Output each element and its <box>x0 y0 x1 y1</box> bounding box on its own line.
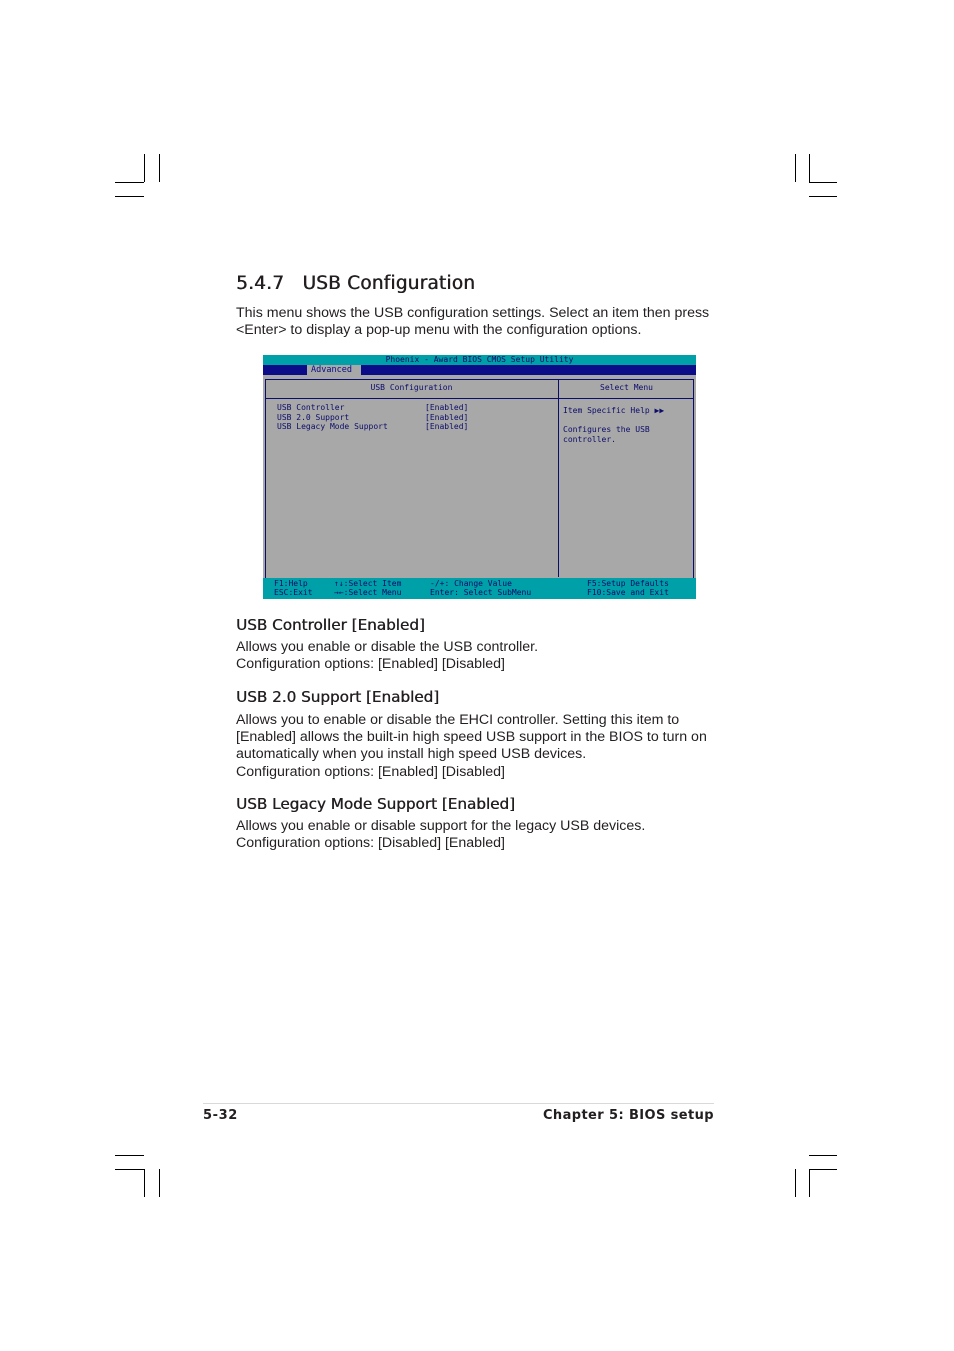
key-change-value: -/+: Change Value <box>430 579 512 588</box>
crop-mark <box>809 1169 837 1170</box>
key-esc-exit: ESC:Exit <box>274 588 313 597</box>
chapter-title: Chapter 5: BIOS setup <box>542 1108 714 1123</box>
bios-item-usb-legacy[interactable] <box>277 422 468 432</box>
item-value[interactable]: [Enabled] <box>425 403 469 412</box>
item-label: USB Controller <box>277 403 345 412</box>
subsection-title-usb-2-support: USB 2.0 Support [Enabled] <box>236 688 440 706</box>
crop-mark <box>115 182 144 183</box>
help-header: Select Menu <box>600 383 653 392</box>
crop-mark <box>144 1169 145 1197</box>
body-line: Configuration options: [Disabled] [Enabled] <box>236 835 505 852</box>
key-f10-save: F10:Save and Exit <box>587 588 669 597</box>
bios-title: Phoenix - Award BIOS CMOS Setup Utility <box>263 355 696 365</box>
crop-mark <box>795 1169 796 1197</box>
panel-divider <box>558 379 559 577</box>
crop-mark <box>809 182 837 183</box>
key-enter-submenu: Enter: Select SubMenu <box>430 588 532 597</box>
help-text: controller. <box>563 434 616 444</box>
crop-mark <box>809 1155 837 1156</box>
key-f1-help: F1:Help <box>274 579 308 588</box>
help-text: Configures the USB <box>563 425 650 435</box>
subsection-title-usb-legacy: USB Legacy Mode Support [Enabled] <box>236 795 515 813</box>
item-value[interactable]: [Enabled] <box>425 422 469 432</box>
header-divider <box>265 398 694 399</box>
intro-paragraph <box>236 305 709 339</box>
crop-mark <box>159 1169 160 1197</box>
subsection-title-usb-controller: USB Controller [Enabled] <box>236 616 425 634</box>
key-select-menu: →←:Select Menu <box>334 588 402 597</box>
subsection-body <box>236 818 645 852</box>
intro-line: This menu shows the USB configuration settings. Select an item then press <box>236 305 710 321</box>
crop-mark <box>809 154 810 182</box>
crop-mark <box>115 1155 144 1156</box>
help-panel <box>563 406 664 444</box>
page-number: 5-32 <box>203 1108 238 1123</box>
body-line: Configuration options: [Enabled] [Disabled] <box>236 763 505 780</box>
panel-header: USB Configuration <box>370 383 453 392</box>
body-line: automatically when you install high speed USB devices. <box>236 746 587 763</box>
body-line: Allows you enable or disable support for the legacy USB devices. <box>236 818 646 834</box>
body-line: Configuration options: [Enabled] [Disabled] <box>236 656 505 673</box>
menu-tab-advanced[interactable]: Advanced <box>307 365 361 375</box>
bios-item-usb-controller[interactable] <box>277 403 468 413</box>
key-select-item: ↑↓:Select Item <box>334 579 402 588</box>
crop-mark <box>115 196 144 197</box>
bios-screen <box>263 355 696 599</box>
crop-mark <box>795 154 796 182</box>
crop-mark <box>115 1169 144 1170</box>
crop-mark <box>159 154 160 182</box>
item-value[interactable]: [Enabled] <box>425 412 469 422</box>
item-label: USB Legacy Mode Support <box>277 422 388 432</box>
key-f5-defaults: F5:Setup Defaults <box>587 579 669 588</box>
help-title: Item Specific Help ▶▶ <box>563 406 665 415</box>
section-title: 5.4.7 USB Configuration <box>236 273 476 294</box>
crop-mark <box>144 154 145 182</box>
bios-key-footer <box>263 578 696 599</box>
bios-item-usb-2-support[interactable] <box>277 413 468 423</box>
footer-rule <box>203 1103 714 1104</box>
body-line: Allows you enable or disable the USB controller. <box>236 639 539 655</box>
body-line: Allows you to enable or disable the EHCI controller. Setting this item to <box>236 712 680 728</box>
intro-line: <Enter> to display a pop-up menu with the configuration options. <box>236 322 642 339</box>
item-label: USB 2.0 Support <box>277 412 350 422</box>
body-line: [Enabled] allows the built-in high speed USB support in the BIOS to turn on <box>236 729 707 746</box>
bios-item-list <box>277 403 468 432</box>
subsection-body <box>236 639 538 673</box>
crop-mark <box>809 196 837 197</box>
subsection-body <box>236 712 707 781</box>
bios-menu-bar <box>263 365 696 375</box>
crop-mark <box>809 1169 810 1197</box>
